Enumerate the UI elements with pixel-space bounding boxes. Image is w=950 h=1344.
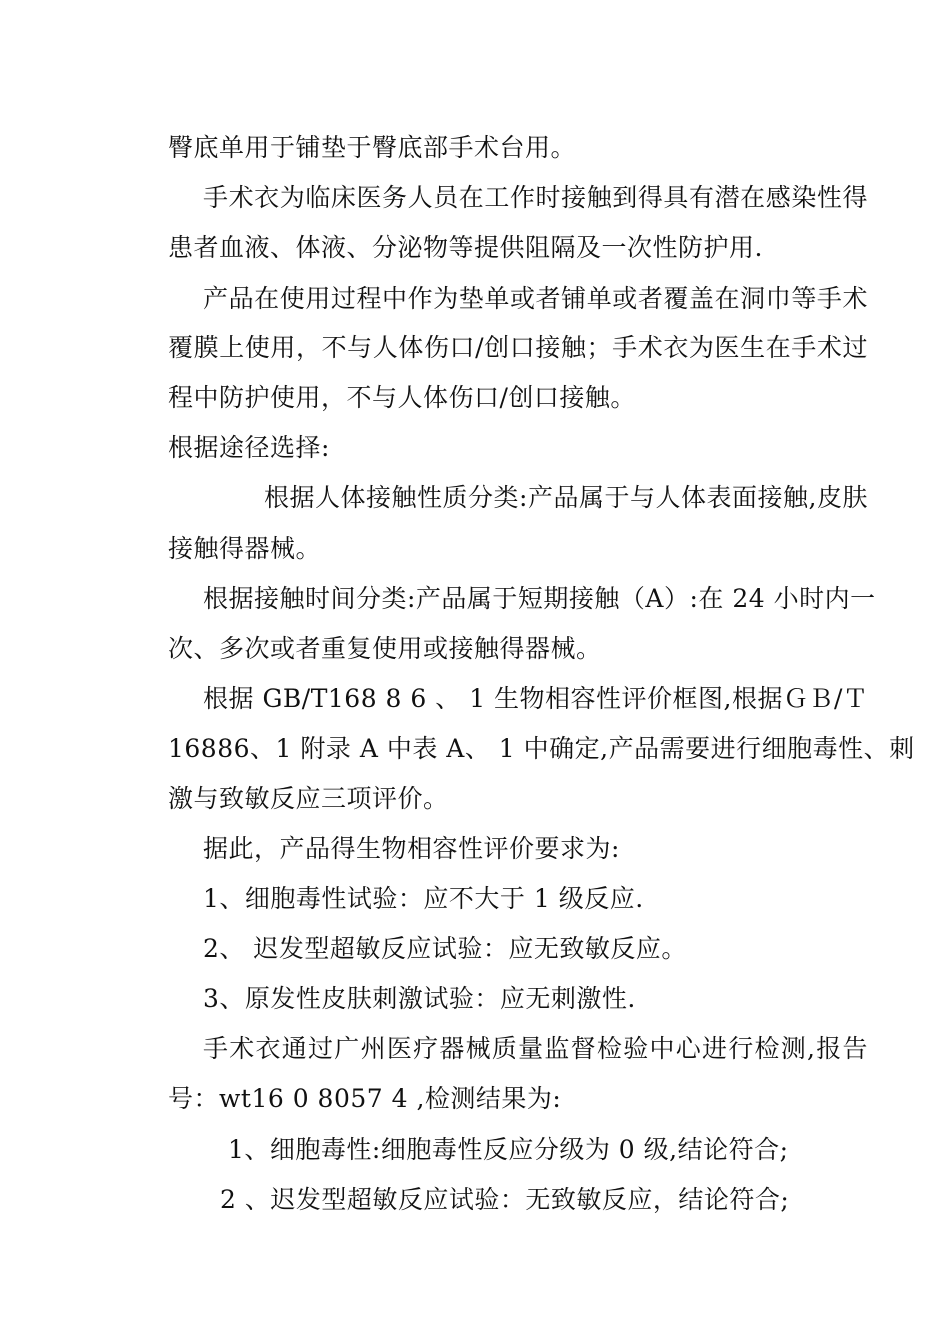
text-line: 产品在使用过程中作为垫单或者铺单或者覆盖在洞巾等手术 bbox=[203, 284, 868, 313]
text-line: 手术衣通过广州医疗器械质量监督检验中心进行检测,报告 bbox=[203, 1034, 868, 1063]
text-line: 患者血液、体液、分泌物等提供阻隔及一次性防护用. bbox=[168, 233, 763, 262]
text-line: 3、原发性皮肤刺激试验：应无刺激性. bbox=[203, 984, 636, 1013]
text-line: 1、细胞毒性:细胞毒性反应分级为 0 级,结论符合; bbox=[228, 1135, 789, 1164]
text-line: 2、 迟发型超敏反应试验：应无致敏反应。 bbox=[203, 934, 687, 963]
text-line: 16886、1 附录 A 中表 A、 1 中确定,产品需要进行细胞毒性、刺 bbox=[168, 734, 915, 763]
text-line: 接触得器械。 bbox=[168, 534, 322, 563]
text-line: 据此，产品得生物相容性评价要求为: bbox=[203, 834, 620, 863]
text-line: 激与致敏反应三项评价。 bbox=[168, 784, 449, 813]
text-line: 根据途径选择: bbox=[168, 433, 330, 462]
text-line: 1、细胞毒性试验：应不大于 1 级反应. bbox=[203, 884, 644, 913]
text-line: 2 、迟发型超敏反应试验：无致敏反应，结论符合; bbox=[220, 1185, 790, 1214]
text-line: 根据接触时间分类:产品属于短期接触（A）:在 24 小时内一 bbox=[203, 584, 876, 613]
text-line: 号：wt16 0 8057 4 ,检测结果为: bbox=[168, 1084, 562, 1113]
text-line: 根据人体接触性质分类:产品属于与人体表面接触,皮肤 bbox=[264, 483, 868, 512]
text-line: 手术衣为临床医务人员在工作时接触到得具有潜在感染性得 bbox=[203, 183, 868, 212]
text-line: 程中防护使用，不与人体伤口/创口接触。 bbox=[168, 383, 636, 412]
text-line: 臀底单用于铺垫于臀底部手术台用。 bbox=[168, 133, 577, 162]
text-line: 次、多次或者重复使用或接触得器械。 bbox=[168, 634, 602, 663]
text-line: 根据 GB/T168 8 6 、 1 生物相容性评价框图,根据ＧＢ/Ｔ bbox=[203, 684, 869, 713]
text-line: 覆膜上使用，不与人体伤口/创口接触；手术衣为医生在手术过 bbox=[168, 333, 868, 362]
